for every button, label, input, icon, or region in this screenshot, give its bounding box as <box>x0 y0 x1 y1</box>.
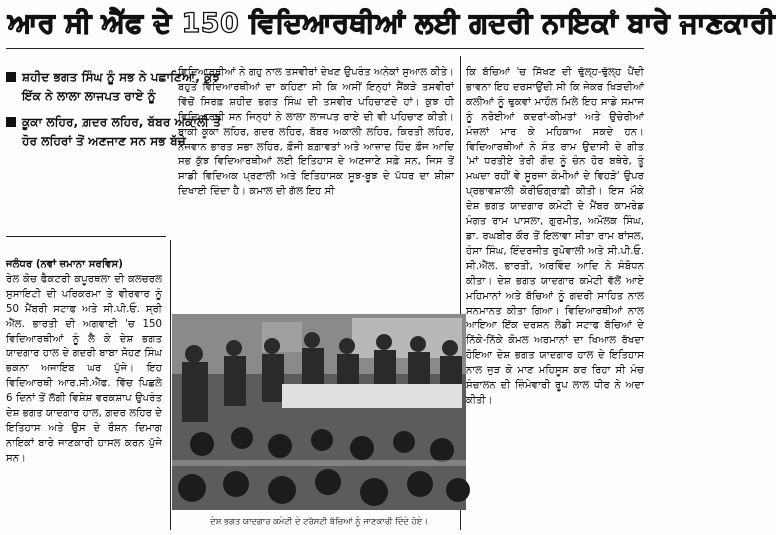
bullet-square-icon <box>6 117 16 127</box>
news-photo <box>172 314 466 510</box>
column-divider <box>170 240 171 530</box>
highlight-text: ਸ਼ਹੀਦ ਭਗਤ ਸਿੰਘ ਨੂੰ ਸਭ ਨੇ ਪਛਾਣਿਆ, ਕੁਝ ਇੱਕ ਨੇ ਲਾਲਾ ਲਾਜਪਤ ਰਾਏ ਨੂੰ <box>22 70 221 103</box>
article-column-2 <box>178 66 454 200</box>
classroom-photo-image <box>172 314 466 510</box>
article-column-1 <box>6 258 162 467</box>
column-2-text: ਵਿਦਿਆਰਥੀਆਂ ਨੇ ਗਹੁ ਨਾਲ ਤਸਵੀਰਾਂ ਦੇਖਣ ਉਪਰੰਤ ਅਨੇਕਾਂ ਸੁਆਲ ਕੀਤੇ। ਬਹੁਤੇ ਵਿਦਿਆਰਥੀਆਂ ਦਾ ਕਹਿਣਾ ਸੀ ਕਿ ਅਸੀਂ ਇਨ੍ਹਾਂ ਸੈਂਕੜੇ ਤਸਵੀਰਾਂ ਵਿੱਚੋਂ ਸਿਰਫ਼ ਸ਼ਹੀਦ ਭਗਤ ਸਿੰਘ ਦੀ ਤਸਵੀਰ ਪਹਿਚਾਣਦੇ ਹਾਂ। ਕੁਝ ਹੀ ਵਿਦਿਆਰਥੀ ਸਨ ਜਿਨ੍ਹਾਂ ਨੇ ਲਾਲਾ ਲਾਜਪਤ ਰਾਏ ਦੀ ਵੀ ਪਹਿਚਾਣ ਕੀਤੀ। ਬਾਕੀ ਕੂਕਾ ਲਹਿਰ, ਗਦਰ ਲਹਿਰ, ਬੱਬਰ ਅਕਾਲੀ ਲਹਿਰ, ਕਿਰਤੀ ਲਹਿਰ, ਨੌਜਵਾਨ ਭਾਰਤ ਸਭਾ ਲਹਿਰ, ਫ਼ੌਜੀ ਬਗ਼ਾਵਤਾਂ ਅਤੇ ਆਜ਼ਾਦ ਹਿੰਦ ਫ਼ੌਜ ਆਦਿ ਸਭ ਕੁੱਝ ਵਿਦਿਆਰਥੀਆਂ ਲਈ ਇਤਿਹਾਸ ਦੇ ਅਣਜਾਣੇ ਸਫ਼ੇ ਸਨ, ਜਿਸ ਤੋਂ ਸਾਡੀ ਵਿਦਿਅਕ ਪ੍ਰਣਾਲੀ ਅਤੇ ਇਤਿਹਾਸਕ ਸੂਝ-ਬੂਝ ਦੇ ਪੱਧਰ ਦਾ ਸ਼ੀਸ਼ਾ ਦਿਖਾਈ ਦਿੰਦਾ ਹੈ। ਕਮਾਲ ਦੀ ਗੱਲ ਇਹ ਸੀ <box>178 67 454 198</box>
headline-rule <box>6 48 644 49</box>
highlight-text: ਕੂਕਾ ਲਹਿਰ, ਗ਼ਦਰ ਲਹਿਰ, ਬੱਬਰ ਅਕਾਲੀ ਤੇ ਹੋਰ ਲਹਿਰਾਂ ਤੋਂ ਅਣਜਾਣ ਸਨ ਸਭ ਬੱਚੇ <box>22 115 221 148</box>
article-column-3 <box>466 66 644 409</box>
dateline: ਜਲੰਧਰ (ਨਵਾਂ ਜ਼ਮਾਨਾ ਸਰਵਿਸ) <box>6 259 123 270</box>
column-1-text: ਰੇਲ ਕੋਚ ਫੈਕਟਰੀ ਕਪੂਰਥਲਾ ਦੀ ਕਲਚਰਲ ਸੁਸਾਇਟੀ ਦੀ ਪਰਿਕਰਮਾ ਤੇ ਵੀਰਵਾਰ ਨੂੰ 50 ਮੈਂਬਰੀ ਸਟਾਫ ਅਤੇ ਸੀ.ਪੀ.ਓ. ਸ੍ਰੀ ਐੱਲ. ਭਾਰਤੀ ਦੀ ਅਗਵਾਈ 'ਚ 150 ਵਿਦਿਆਰਥੀਆਂ ਨੂੰ ਲੈ ਕੇ ਦੇਸ਼ ਭਗਤ ਯਾਦਗਾਰ ਹਾਲ ਦੇ ਗਦਰੀ ਬਾਬਾ ਸੋਹਣ ਸਿੰਘ ਭਕਨਾ ਅਜਾਇਬ ਘਰ ਪੁੱਜੇ। ਇਹ ਵਿਦਿਆਰਥੀ ਆਰ.ਸੀ.ਐੱਫ. ਵਿੱਚ ਪਿਛਲੇ 6 ਦਿਨਾਂ ਤੋਂ ਲੱਗੀ ਵਿਸ਼ੇਸ਼ ਵਰਕਸ਼ਾਪ ਉਪਰੰਤ ਦੇਸ਼ ਭਗਤ ਯਾਦਗਾਰ ਹਾਲ, ਗ਼ਦਰ ਲਹਿਰ ਦੇ ਇਤਿਹਾਸ ਅਤੇ ਉਸ ਦੇ ਰੌਸ਼ਨ ਦਿਮਾਗ ਨਾਇਕਾਂ ਬਾਰੇ ਜਾਣਕਾਰੀ ਹਾਸਲ ਕਰਨ ਪੁੱਜੇ ਸਨ। <box>6 273 162 464</box>
column-3-text: ਕਿ ਬੱਚਿਆਂ 'ਚ ਸਿੱਖਣ ਦੀ ਢੁੱਲ੍ਹ-ਢੁੱਲ੍ਹ ਪੈਂਦੀ ਭਾਵਨਾ ਇਹ ਦਰਸਾਉਂਦੀ ਸੀ ਕਿ ਜੇਕਰ ਖਿੜਦੀਆਂ ਕਲੀਆਂ ਨੂੰ ਢੁਕਵਾਂ ਮਾਹੌਲ ਮਿਲੇ ਇਹ ਸਾਡੇ ਸਮਾਜ ਨੂੰ ਨਰੋਈਆਂ ਕਦਰਾਂ-ਕੀਮਤਾਂ ਅਤੇ ਉਚੇਰੀਆਂ ਮੰਜ਼ਲਾਂ ਮਾਰ ਕੇ ਮਹਿਕਾਅ ਸਕਦੇ ਹਨ। ਵਿਦਿਆਰਥੀਆਂ ਨੇ ਸੰਤ ਰਾਮ ਉਦਾਸੀ ਦੇ ਗੀਤ 'ਮਾਂ ਧਰਤੀਏ ਤੇਰੀ ਗੋਦ ਨੂੰ ਚੰਨ ਹੋਰ ਬਥੇਰੇ, ਤੂੰ ਮਘਦਾ ਰਹੀਂ ਵੇ ਸੂਰਜਾ ਕੰਮੀਆਂ ਦੇ ਵਿਹੜੇ' ਉਪਰ ਪ੍ਰਭਾਵਸ਼ਾਲੀ ਕੋਰੀਓਗ੍ਰਾਫ਼ੀ ਕੀਤੀ। ਇਸ ਮੌਕੇ ਦੇਸ਼ ਭਗਤ ਯਾਦਗਾਰ ਕਮੇਟੀ ਦੇ ਮੈਂਬਰ ਕਾਮਰੇਡ ਮੰਗਤ ਰਾਮ ਪਾਸਲਾ, ਗੁਰਮੀਤ, ਅਮੋਲਕ ਸਿੰਘ, ਡਾ. ਰਘਬੀਰ ਕੌਰ ਤੋਂ ਇਲਾਵਾ ਸੀਤਾ ਰਾਮ ਬਾਂਸਲ, ਹੰਸਾ ਸਿੰਘ, ਇੰਦਰਜੀਤ ਰੁਪੋਵਾਲੀ ਅਤੇ ਸੀ.ਪੀ.ਓ. ਸੀ.ਐੱਲ. ਭਾਰਤੀ, ਅਰਵਿੰਦ ਆਦਿ ਨੇ ਸੰਬੋਧਨ ਕੀਤਾ। ਦੇਸ਼ ਭਗਤ ਯਾਦਗਾਰ ਕਮੇਟੀ ਵੱਲੋਂ ਆਏ ਮਹਿਮਾਨਾਂ ਅਤੇ ਬੱਚਿਆਂ ਨੂੰ ਗਦਰੀ ਸਾਹਿਤ ਨਾਲ ਸਨਮਾਨਤ ਕੀਤਾ ਗਿਆ। ਵਿਦਿਆਰਥੀਆਂ ਨਾਲ ਆਇਆ ਇੱਕ ਦਰਸ਼ਨ ਲੇਡੀ ਸਟਾਫ ਬੱਚਿਆਂ ਦੇ ਨਿੱਕੇ-ਨਿੱਕੇ ਕੋਮਲ ਅਰਮਾਨਾਂ ਦਾ ਖਿਆਲ ਰੱਖਦਾ ਹੋਇਆ ਦੇਸ਼ ਭਗਤ ਯਾਦਗਾਰ ਹਾਲ ਦੇ ਇਤਿਹਾਸ ਨਾਲ ਜੁੜ ਕੇ ਮਾਣ ਮਹਿਸੂਸ ਕਰ ਰਿਹਾ ਸੀ ਮੰਚ ਸੰਚਾਲਨ ਦੀ ਜ਼ਿੰਮੇਵਾਰੀ ਰੂਪ ਲਾਲ ਧੀਰ ਨੇ ਅਦਾ ਕੀਤੀ। <box>466 67 644 406</box>
headline: ਆਰ ਸੀ ਐੱਫ ਦੇ 150 ਵਿਦਿਆਰਥੀਆਂ ਲਈ ਗਦਰੀ ਨਾਇਕਾਂ ਬਾਰੇ ਜਾਣਕਾਰੀ <box>8 8 776 39</box>
bullet-square-icon <box>6 72 16 82</box>
photo-caption: ਦੇਸ਼ ਭਗਤ ਯਾਦਗਾਰ ਕਮੇਟੀ ਦੇ ਟਰੱਸਟੀ ਬੱਚਿਆਂ ਨੂੰ ਜਾਣਕਾਰੀ ਦਿੰਦੇ ਹੋਏ। <box>210 516 428 526</box>
highlights-rule <box>6 236 166 237</box>
